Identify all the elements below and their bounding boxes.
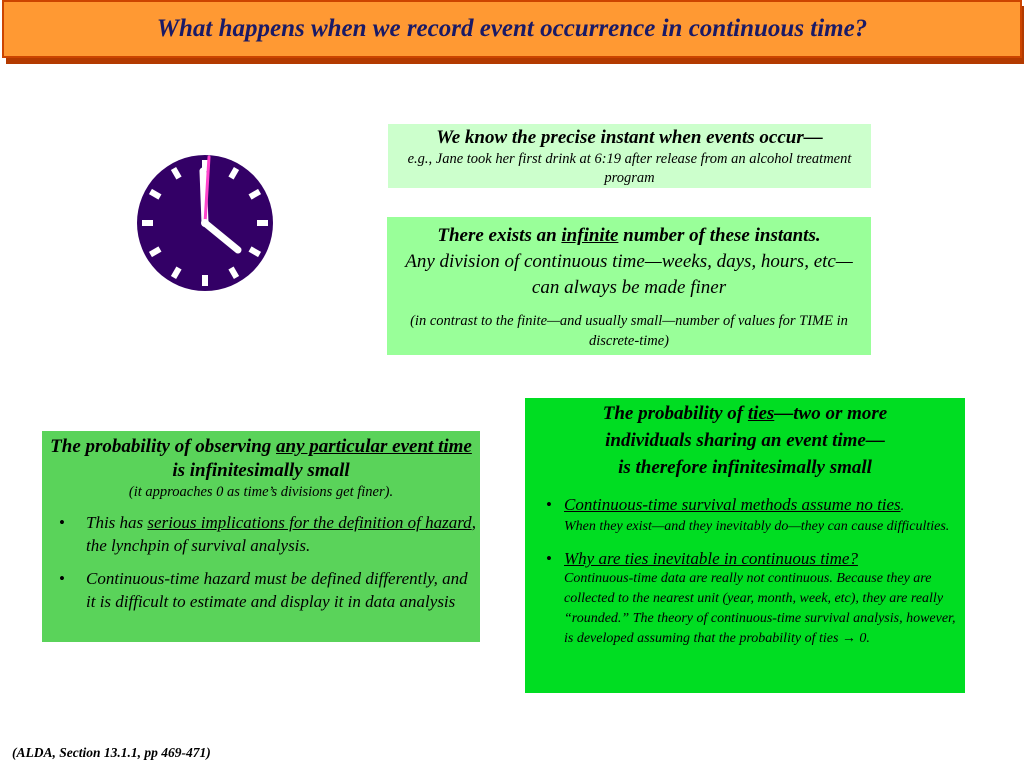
- hazard-bullet-post: , the lynchpin of survival analysis.: [86, 513, 476, 555]
- no-ties-assumption: Continuous-time survival methods assume no ties: [564, 495, 901, 514]
- infinite-instants-heading: [395, 223, 863, 249]
- clock-icon: [137, 155, 273, 291]
- hazard-implication: serious implications for the definition of hazard: [147, 513, 472, 532]
- ties-heading-post: —two or more: [774, 403, 888, 424]
- precise-instant-box: [388, 124, 871, 188]
- any-particular-event-time: any particular event time: [276, 436, 472, 457]
- title-bar: [2, 0, 1022, 58]
- slide-title: What happens when we record event occurrence in continuous time?: [156, 15, 868, 42]
- event-time-bullets: [42, 511, 480, 613]
- ties-word: ties: [747, 403, 775, 424]
- infinite-heading-post: number of these instants.: [623, 225, 821, 246]
- ties-heading-line-2: individuals sharing an event time—: [605, 430, 885, 451]
- ties-rounded-explanation: Continuous-time data are really not continuous. Because they are collected to the nearest unit (year, month, week, etc), they are really “rounded.” The theory of continuous-time survival analysis, however, is developed assuming that the probability of ties → 0.: [564, 571, 956, 646]
- infinite-heading-pre: There exists an: [437, 225, 557, 246]
- division-text: Any division of continuous time—weeks, days, hours, etc—can always be made finer: [405, 251, 853, 298]
- precise-instant-example: e.g., Jane took her first drink at 6:19 after release from an alcohol treatment program: [407, 151, 852, 186]
- ties-heading-line-3: is therefore infinitesimally small: [618, 457, 872, 478]
- ties-difficulties-text: When they exist—and they inevitably do—they can cause difficulties.: [564, 519, 950, 534]
- event-time-heading-post: is infinitesimally small: [172, 460, 350, 481]
- citation: (ALDA, Section 13.1.1, pp 469-471): [12, 745, 211, 760]
- list-item: • Continuous-time survival methods assume no ties. When they exist—and they inevitably do—they can cause difficulties.: [564, 495, 961, 537]
- infinite-word: infinite: [561, 225, 619, 246]
- list-item: [86, 511, 480, 557]
- precise-instant-heading: We know the precise instant when events occur—: [436, 127, 823, 148]
- list-item: [564, 549, 961, 649]
- ties-inevitable-question: Why are ties inevitable in continuous time?: [564, 549, 858, 568]
- ties-heading-line-1: [525, 400, 965, 427]
- infinite-instants-box: [387, 217, 871, 355]
- ties-probability-box: [525, 398, 965, 693]
- event-time-probability-box: [42, 431, 480, 642]
- discrete-contrast-note: (in contrast to the finite—and usually small—number of values for TIME in discrete-time): [410, 313, 848, 349]
- ties-bullets: [525, 495, 965, 649]
- event-time-heading-pre: The probability of observing: [50, 436, 272, 457]
- event-time-heading: [42, 435, 480, 483]
- event-time-note: (it approaches 0 as time’s divisions get finer).: [128, 484, 394, 500]
- hazard-bullet-pre: This has: [86, 513, 144, 532]
- list-item: • Continuous-time hazard must be defined differently, and it is difficult to estimate and display it in data analysis: [86, 567, 480, 613]
- ties-heading-pre: The probability of: [602, 403, 744, 424]
